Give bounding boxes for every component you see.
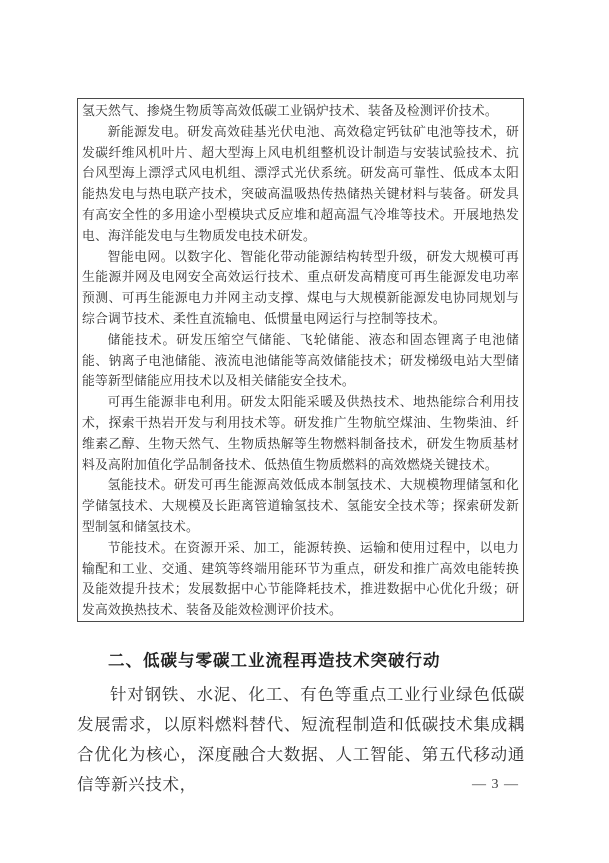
body-paragraph: 针对钢铁、水泥、化工、有色等重点工业行业绿色低碳发展需求，以原料燃料替代、短流程制造和低碳技术集成耦合优化为核心，深度融合大数据、人工智能、第五代移动通信等新兴技术， [77, 685, 525, 794]
box-paragraph-renewable-non-electric: 可再生能源非电利用。研发太阳能采暖及供热技术、地热能综合利用技术，探索干热岩开发与利用技术等。研发推广生物航空煤油、生物柴油、纤维素乙醇、生物天然气、生物质热解等生物燃料制备技术，研发生物质基材料及高附加值化学品制备技术、低热值生物质燃料的高效燃烧关键技术。 [82, 395, 519, 472]
box-paragraph-new-energy-power: 新能源发电。研发高效硅基光伏电池、高效稳定钙钛矿电池等技术，研发碳纤维风机叶片、超大型海上风电机组整机设计制造与安装试验技术、抗台风型海上漂浮式风电机组、漂浮式光伏系统。研发高可靠性、低成本太阳能热发电与热电联产技术，突破高温吸热传热储热关键材料与装备。研发具有高安全性的多用途小型模块式反应堆和超高温气冷堆等技术。开展地热发电、海洋能发电与生物质发电技术研发。 [82, 124, 519, 243]
box-paragraph-hydrogen-tech: 氢能技术。研发可再生能源高效低成本制氢技术、大规模物理储氢和化学储氢技术、大规模及长距离管道输氢技术、氢能安全技术等；探索研发新型制氢和储氢技术。 [82, 478, 519, 534]
page-number: — 3 — [472, 777, 519, 792]
box-paragraph-energy-storage: 储能技术。研发压缩空气储能、飞轮储能、液态和固态锂离子电池储能、钠离子电池储能、液流电池储能等高效储能技术；研发梯级电站大型储能等新型储能应用技术以及相关储能安全技术。 [82, 332, 519, 389]
box-paragraph-smart-grid: 智能电网。以数字化、智能化带动能源结构转型升级，研发大规模可再生能源并网及电网安全高效运行技术、重点研发高精度可再生能源发电功率预测、可再生能源电力并网主动支撑、煤电与大规模新能源发电协同规划与综合调节技术、柔性直流输电、低惯量电网运行与控制等技术。 [82, 249, 519, 326]
box-paragraph-energy-saving-tech: 节能技术。在资源开采、加工，能源转换、运输和使用过程中，以电力输配和工业、交通、建筑等终端用能环节为重点，研发和推广高效电能转换及能效提升技术；发展数据中心节能降耗技术，推进数据中心优化升级；研发高效换热技术、装备及能效检测评价技术。 [82, 540, 519, 618]
section-heading: 二、低碳与零碳工业流程再造技术突破行动 [108, 652, 441, 670]
bordered-text-box [77, 98, 524, 622]
box-paragraph-continuation: 氢天然气、掺烧生物质等高效低碳工业锅炉技术、装备及检测评价技术。 [82, 104, 498, 118]
